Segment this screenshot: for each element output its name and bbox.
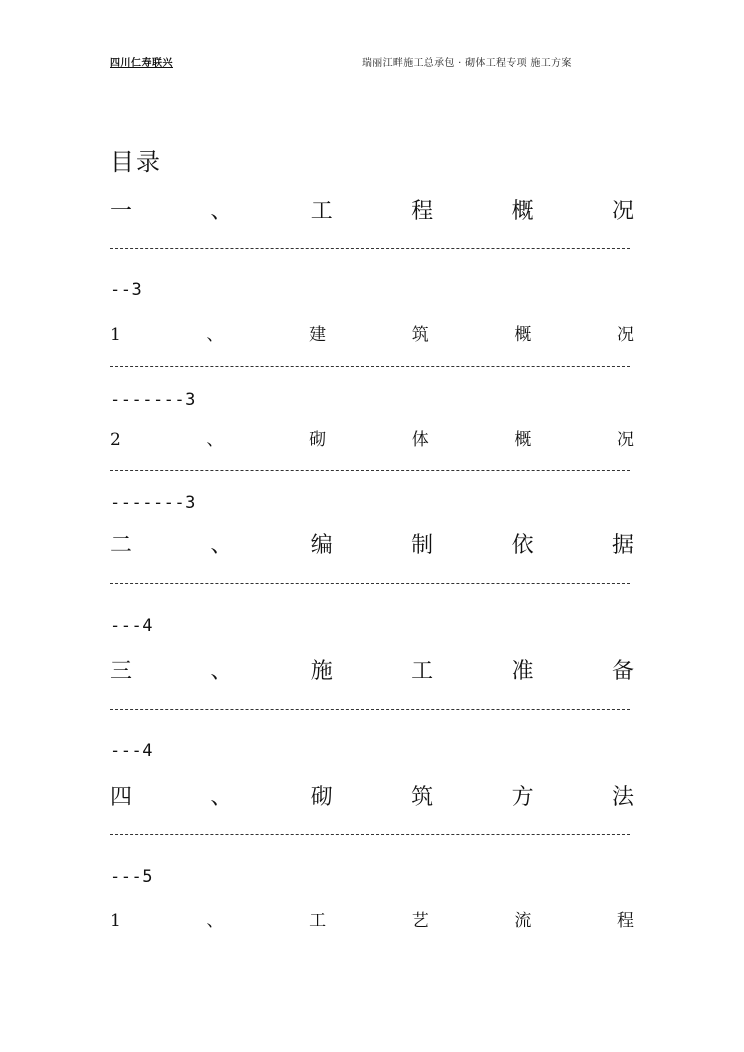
toc-entry-char: 程 (411, 199, 434, 224)
header-document-title: 瑞丽江畔施工总承包 · 砌体工程专项 施工方案 (362, 58, 572, 69)
toc-entry-char: 2 (110, 430, 121, 450)
toc-entry-char: 况 (611, 199, 634, 224)
toc-leader-dashes (110, 366, 630, 368)
toc-entry-char: 概 (511, 199, 534, 224)
toc-entry-char: 制 (411, 533, 434, 558)
toc-entry-char: 、 (210, 659, 233, 684)
toc-entry-char: 四 (110, 785, 133, 810)
toc-entry-char: 砌 (309, 430, 327, 450)
toc-leader-dashes (110, 248, 630, 250)
toc-entry-char: 、 (206, 911, 224, 931)
toc-leader-dashes (110, 583, 630, 585)
toc-entry-char: 建 (309, 325, 327, 345)
toc-entry-char: 施 (310, 659, 333, 684)
toc-entry-char: 概 (514, 430, 532, 450)
toc-entry-char: 依 (511, 533, 534, 558)
toc-entry-char: 、 (210, 785, 233, 810)
toc-entry-char: 法 (611, 785, 634, 810)
toc-entry-char: 二 (110, 533, 133, 558)
toc-page-ref: -------3 (110, 390, 196, 410)
toc-entry-char: 概 (514, 325, 532, 345)
toc-page-ref: ---5 (110, 867, 153, 887)
toc-entry-char: 体 (411, 430, 429, 450)
toc-entry-engineering-overview[interactable] (110, 194, 634, 225)
toc-entry-char: 、 (206, 430, 224, 450)
toc-entry-char: 方 (511, 785, 534, 810)
toc-page-ref: ---4 (110, 616, 153, 636)
toc-page-ref: ---4 (110, 741, 153, 761)
toc-entry-masonry-method[interactable] (110, 780, 634, 811)
toc-entry-char: 编 (310, 533, 333, 558)
toc-leader-dashes (110, 470, 630, 472)
toc-title: 目录 (110, 148, 162, 176)
toc-entry-char: 1 (110, 325, 121, 345)
toc-entry-char: 流 (514, 911, 532, 931)
toc-page-ref: -------3 (110, 493, 196, 513)
toc-entry-char: 备 (611, 659, 634, 684)
toc-entry-char: 工 (411, 659, 434, 684)
toc-entry-masonry-overview[interactable] (110, 425, 634, 450)
toc-leader-dashes (110, 709, 630, 711)
toc-entry-char: 、 (210, 533, 233, 558)
toc-entry-char: 一 (110, 199, 133, 224)
toc-entry-char: 据 (611, 533, 634, 558)
header-company-name: 四川仁寿联兴 (110, 58, 173, 69)
toc-entry-compilation-basis[interactable] (110, 528, 634, 559)
toc-entry-char: 工 (309, 911, 327, 931)
toc-entry-char: 艺 (411, 911, 429, 931)
toc-entry-char: 1 (110, 911, 121, 931)
toc-entry-char: 三 (110, 659, 133, 684)
toc-leader-dashes (110, 834, 630, 836)
toc-entry-building-overview[interactable] (110, 320, 634, 345)
toc-entry-char: 工 (310, 199, 333, 224)
toc-entry-char: 筑 (411, 785, 434, 810)
toc-entry-process-flow[interactable] (110, 906, 634, 931)
toc-entry-char: 、 (206, 325, 224, 345)
toc-entry-construction-preparation[interactable] (110, 654, 634, 685)
toc-entry-char: 砌 (310, 785, 333, 810)
toc-entry-char: 况 (616, 325, 634, 345)
toc-entry-char: 况 (616, 430, 634, 450)
toc-entry-char: 准 (511, 659, 534, 684)
toc-entry-char: 筑 (411, 325, 429, 345)
toc-entry-char: 程 (616, 911, 634, 931)
toc-page-ref: --3 (110, 280, 143, 300)
toc-entry-char: 、 (210, 199, 233, 224)
